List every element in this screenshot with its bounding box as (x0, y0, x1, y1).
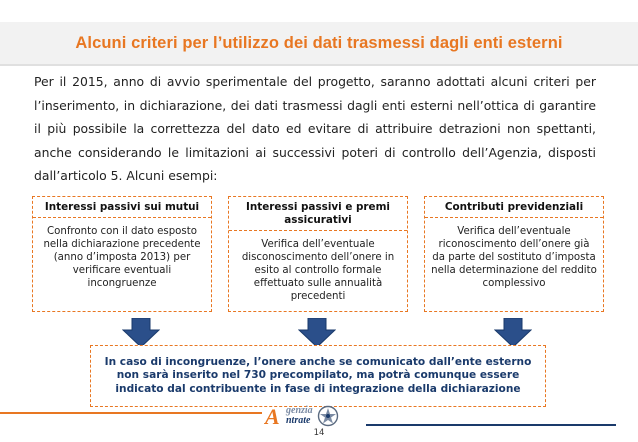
arrow-down-icon (494, 318, 532, 348)
card-social-contributions (424, 196, 604, 312)
logo-line-2: ntrate (286, 415, 311, 426)
conclusion-text: In caso di incongruenze, l’onere anche se comunicato dall’ente esterno non sarà inserito nel 730 precompilato, ma potrà comunque essere indicato dal contribuente in fase di integrazione della dichiarazione (104, 356, 532, 395)
logo-wordmark (286, 406, 313, 426)
page-number: 14 (313, 428, 325, 438)
intro-paragraph: Per il 2015, anno di avvio sperimentale del progetto, saranno adottati alcuni criteri per l’inserimento, in dichiarazione, dei dati trasmessi dagli enti esterni nell’ottica di garantire il più possibile la correttezza del dato ed evitare di attribuire detrazioni non spettanti, anche considerando le limitazioni ai successivi poteri di controllo dell’Agenzia, disposti dall’articolo 5. Alcuni esempi: (34, 74, 596, 184)
conclusion-box (90, 345, 546, 407)
svg-text:A: A (265, 405, 280, 427)
card-body: Verifica dell’eventuale riconoscimento dell’onere già da parte del sostituto d’imposta nella determinazione del reddito complessivo (431, 226, 597, 289)
card-title: Interessi passivi e premi assicurativi (229, 197, 407, 231)
page-title: Alcuni criteri per l’utilizzo dei dati trasmessi dagli enti esterni (75, 33, 563, 52)
card-mortgage-interest (32, 196, 212, 312)
footer-divider-right (366, 424, 616, 426)
card-title: Contributi previdenziali (425, 197, 603, 218)
card-title: Interessi passivi sui mutui (33, 197, 211, 218)
card-body: Confronto con il dato esposto nella dichiarazione precedente (anno d’imposta 2013) per verificare eventuali incongruenze (43, 226, 201, 289)
card-insurance-premiums (228, 196, 408, 312)
emblem-icon (317, 405, 339, 427)
footer-divider-left (0, 412, 262, 414)
arrow-down-icon (298, 318, 336, 348)
agency-logo (264, 404, 368, 428)
arrow-down-icon (122, 318, 160, 348)
title-bar (0, 22, 638, 66)
logo-letter-icon (264, 405, 282, 427)
card-body: Verifica dell’eventuale disconoscimento dell’onere in esito al controllo formale effettuato sulle annualità precedenti (241, 239, 395, 302)
logo-line-1: genzia (286, 405, 313, 416)
